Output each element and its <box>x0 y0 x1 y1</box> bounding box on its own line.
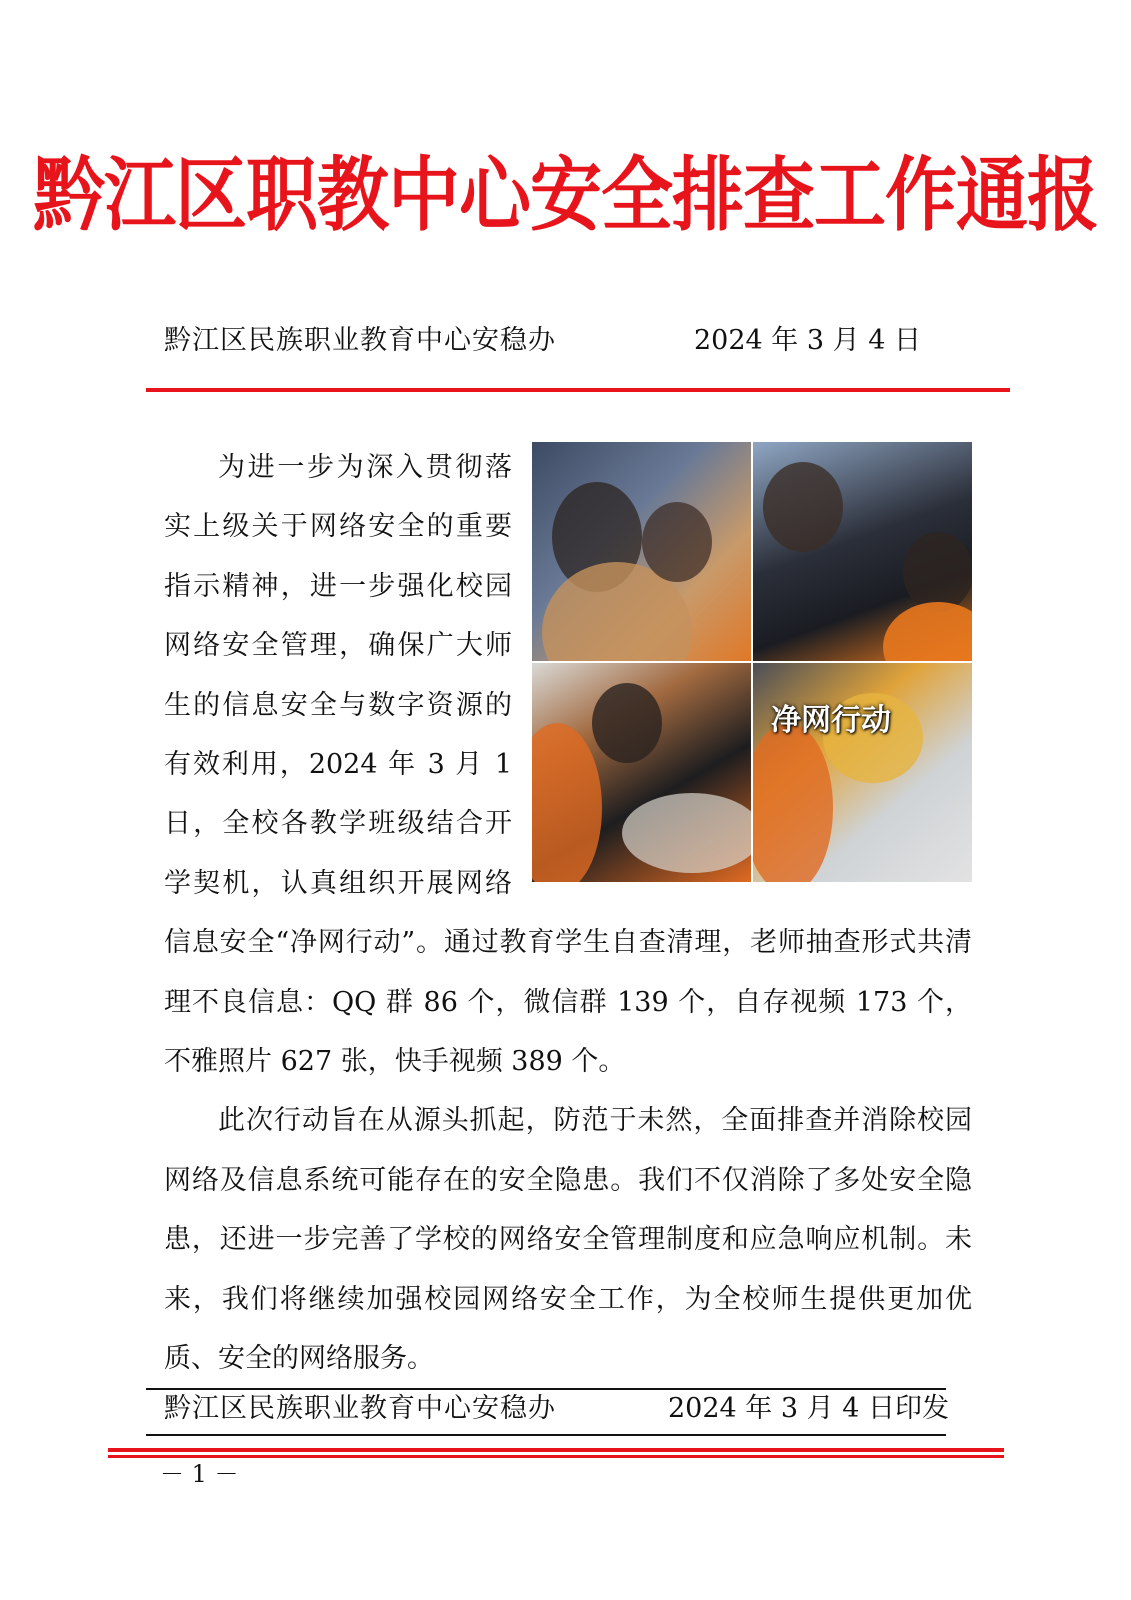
footer-red-rule <box>108 1448 1004 1452</box>
body-paragraph-2: 此次行动旨在从源头抓起，防范于未然，全面排查并消除校园网络及信息系统可能存在的安全隐患。我们不仅消除了多处安全隐患，还进一步完善了学校的网络安全管理制度和应急响应机制。未来，我们将继续加强校园网络安全工作，为全校师生提供更加优质、安全的网络服务。 <box>164 1105 972 1375</box>
document-title: 黔江区职教中心安全排查工作通报 <box>32 147 1098 243</box>
body-text <box>164 438 972 1389</box>
photo-phones-in-drawer <box>532 663 751 882</box>
footer-bottom-rule <box>146 1434 946 1436</box>
body-paragraph-1: 为进一步为深入贯彻落实上级关于网络安全的重要指示精神，进一步强化校园网络安全管理，确保广大师生的信息安全与数字资源的有效利用，2024 年 3 月 1 日，全校各教学班级结合开学契机，认真组织开展网络信息安全“净网行动”。通过教育学生自查清理，老师抽查形式共清理不良信息：QQ 群 86 个，微信群 139 个，自存视频 173 个，不雅照片 627 张，快手视频 389 个。 <box>164 452 972 1078</box>
footer-issuer: 黔江区民族职业教育中心安稳办 <box>164 1393 556 1424</box>
issue-date: 2024 年 3 月 4 日 <box>694 325 921 356</box>
photo-teacher-checking-phone <box>532 442 751 661</box>
header-red-rule <box>146 388 1010 392</box>
footer-red-rule-thin <box>108 1455 1004 1458</box>
photo-overlay-label: 净网行动 <box>771 703 891 738</box>
page-number: － 1 － <box>160 1460 239 1488</box>
photo-students-with-phone <box>753 442 972 661</box>
issuer-name: 黔江区民族职业教育中心安稳办 <box>164 325 556 356</box>
photo-clean-net-action <box>753 663 972 882</box>
photo-collage <box>532 442 972 882</box>
footer-issued-date: 2024 年 3 月 4 日印发 <box>668 1393 949 1424</box>
